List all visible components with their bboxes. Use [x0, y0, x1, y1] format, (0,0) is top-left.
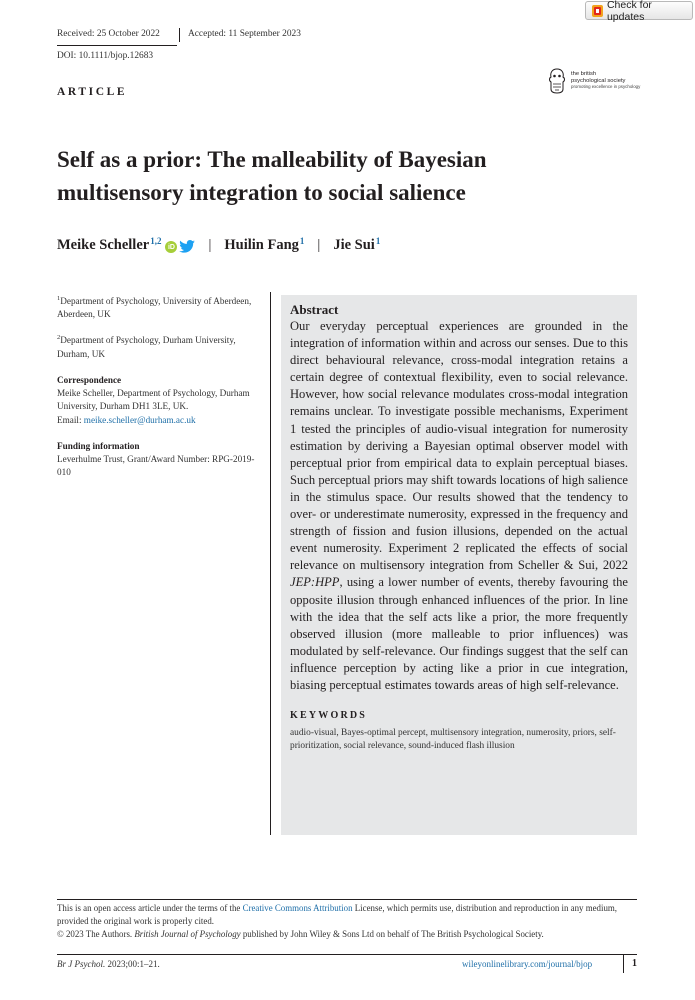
license-note: This is an open access article under the terms of the Creative Commons Attribution License, which permits use, distribution and reproduction in any medium, provided the original work is properly cited. © 2023 The Authors. British Journal of Psychology published by John Wiley & Sons Ltd on behalf of The British Psychological Society.	[57, 903, 618, 939]
author-affiliation-marker[interactable]: 1	[299, 236, 305, 246]
journal-url-link[interactable]: wileyonlinelibrary.com/journal/bjop	[462, 959, 593, 969]
keywords-text: audio-visual, Bayes-optimal percept, multisensory integration, numerosity, priors, self-prioritization, social relevance, sound-induced flash illusion	[290, 728, 616, 752]
correspondence-text: Meike Scheller, Department of Psychology, Durham University, Durham DH1 3LE, UK. Email: meike.scheller@durham.ac.uk	[57, 388, 250, 425]
society-emblem-icon	[546, 67, 568, 95]
check-for-updates-label: Check for updates	[606, 0, 652, 23]
twitter-icon[interactable]	[179, 240, 195, 253]
author-separator: |	[208, 237, 212, 253]
page-number: 1	[632, 958, 637, 969]
doi: DOI: 10.1111/bjop.12683	[57, 51, 154, 61]
funding-heading: Funding information	[57, 440, 140, 451]
orcid-icon[interactable]: iD	[165, 241, 177, 253]
abstract-heading: Abstract	[290, 302, 339, 317]
author-separator: |	[317, 237, 321, 253]
affiliation: $^2$Department of Psychology, Durham University, Durham, UK	[57, 334, 236, 359]
funding-text: Leverhulme Trust, Grant/Award Number: RPG-2019-010	[57, 453, 255, 478]
author-name: Meike Scheller	[57, 237, 150, 253]
author-name: Jie Sui	[333, 237, 375, 253]
correspondence-heading: Correspondence	[57, 374, 122, 385]
bottom-rule	[57, 954, 637, 955]
article-info-sidebar	[57, 292, 262, 489]
journal-citation: Br J Psychol. 2023;00:1–21.	[57, 959, 160, 969]
society-tagline: promoting excellence in psychology	[571, 84, 641, 90]
accepted-date: Accepted: 11 September 2023	[188, 29, 301, 39]
header-rule	[57, 45, 177, 46]
society-name-line2: psychological society	[571, 77, 626, 84]
correspondence-email-link[interactable]: meike.scheller@durham.ac.uk	[83, 414, 196, 425]
column-divider	[270, 292, 271, 835]
page-number-divider	[623, 955, 624, 973]
check-for-updates-button[interactable]	[585, 0, 693, 23]
affiliation: $^1$Department of Psychology, University of Aberdeen, Aberdeen, UK	[57, 295, 252, 320]
abstract-box	[281, 295, 637, 835]
author-affiliation-marker[interactable]: 1,2	[150, 236, 162, 246]
keywords-heading: KEYWORDS	[290, 710, 368, 722]
abstract-text: Our everyday perceptual experiences are grounded in the integration of information within and across our senses. Due to this direct behavioural relevance, cross-modal integration retains a certain degree of contextual flexibility, even to social relevance. However, how social relevance modulates cross-modal integration remains unclear. To investigate possible mechanisms, Experiment 1 tested the principles of audio-visual integration for numerosity estimation by deriving a Bayesian optimal observer model with perceptual prior from empirical data to explain perceptual biases. Such perceptual priors may shift towards locations of high salience in the stimulus space. Our results showed that the tendency to over- or underestimate numerosity, expressed in the frequency and strength of fission and fusion illusions, depended on the actual event numerosity. Experiment 2 replicated the effects of social relevance on multisensory integration from Scheller & Sui, 2022 JEP:HPP, using a lower number of events, thereby favouring the opposite illusion through enhanced influences of the prior. In line with the idea that the self acts like a prior, the more frequently observed illusion (more malleable to prior influences) was modulated by self-relevance. Our findings suggest that the self can influence perception by acting like a prior in cue integration, biasing perceptual estimates towards areas of high self-relevance.	[290, 319, 628, 692]
article-title-line2: multisensory integration to social salience	[57, 180, 466, 205]
author-name: Huilin Fang	[224, 237, 299, 253]
article-title-line1: Self as a prior: The malleability of Bayesian	[57, 147, 487, 172]
society-name-line1: the british	[571, 71, 597, 78]
footer-rule	[57, 899, 637, 900]
creative-commons-link[interactable]: Creative Commons Attribution	[242, 903, 353, 913]
received-date: Received: 25 October 2022	[57, 29, 160, 39]
article-title	[57, 143, 577, 209]
article-type: ARTICLE	[57, 86, 128, 98]
author-affiliation-marker[interactable]: 1	[375, 236, 381, 246]
check-updates-icon	[592, 5, 603, 17]
header-divider	[179, 28, 180, 42]
journal-reference: JEP:HPP	[290, 575, 340, 590]
society-logo	[546, 67, 640, 95]
author-list	[57, 237, 380, 254]
